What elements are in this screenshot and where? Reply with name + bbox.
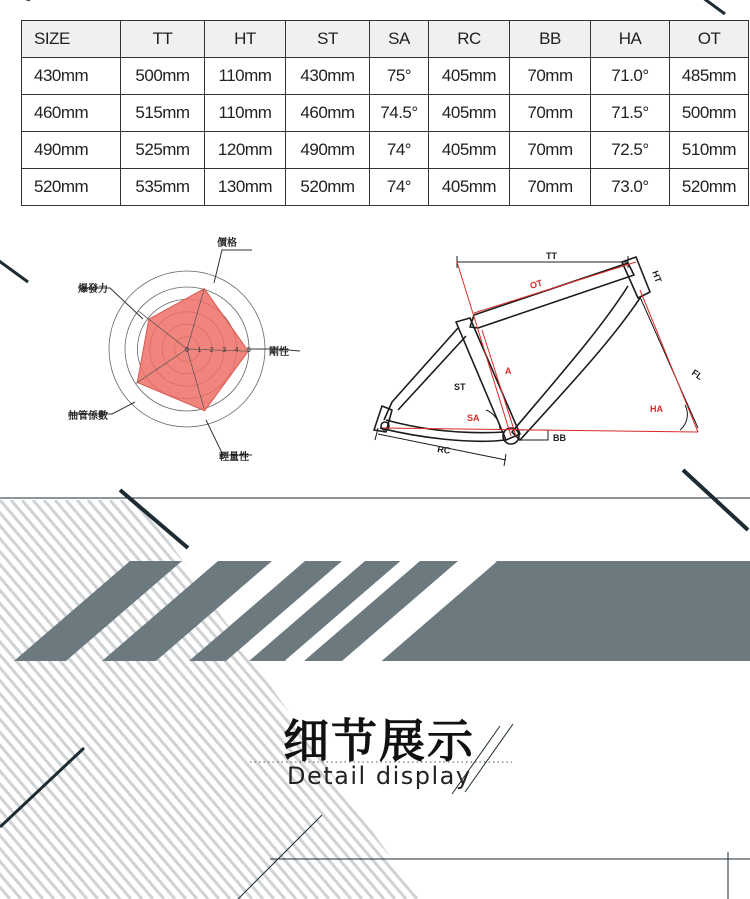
stripe xyxy=(517,500,750,899)
table-cell: 405mm xyxy=(429,58,510,95)
table-cell: 430mm xyxy=(22,58,121,95)
table-cell: 490mm xyxy=(286,132,370,169)
stripe xyxy=(286,500,626,899)
stripe xyxy=(506,500,750,899)
table-cell: 510mm xyxy=(670,132,749,169)
table-cell: 485mm xyxy=(670,58,749,95)
stripe xyxy=(440,500,750,899)
gray-band xyxy=(14,561,750,661)
table-cell: 525mm xyxy=(121,132,205,169)
table-cell: 535mm xyxy=(121,169,205,206)
stripe xyxy=(616,500,750,899)
label-bb: BB xyxy=(553,433,566,443)
stripe xyxy=(0,500,153,899)
stripe xyxy=(198,500,538,899)
label-a: A xyxy=(505,366,512,376)
table-cell: 120mm xyxy=(205,132,286,169)
stripe xyxy=(638,500,750,899)
table-cell: 73.0° xyxy=(591,169,670,206)
stripe xyxy=(605,500,750,899)
stripe xyxy=(330,500,670,899)
stripe xyxy=(495,500,750,899)
table-cell: 520mm xyxy=(670,169,749,206)
label-rc: RC xyxy=(436,444,451,456)
stripe xyxy=(231,500,571,899)
radar-label-price: 價格 xyxy=(217,238,237,249)
label-sa: SA xyxy=(467,413,480,423)
table-cell: 70mm xyxy=(510,95,591,132)
stripe xyxy=(561,500,750,899)
stripe xyxy=(99,500,439,899)
stripe xyxy=(297,500,637,899)
table-header-cell: SA xyxy=(370,21,429,58)
stripe xyxy=(308,500,648,899)
radar-label-light: 輕量性 xyxy=(219,452,249,463)
stripe xyxy=(22,500,362,899)
table-cell: 71.5° xyxy=(591,95,670,132)
stripe xyxy=(528,500,750,899)
table-cell: 500mm xyxy=(670,95,749,132)
table-cell: 405mm xyxy=(429,169,510,206)
radar-tick-label: 2 xyxy=(209,347,214,354)
table-cell: 74.5° xyxy=(370,95,429,132)
table-cell: 520mm xyxy=(22,169,121,206)
stripe xyxy=(594,500,750,899)
table-cell: 520mm xyxy=(286,169,370,206)
label-tt: TT xyxy=(546,251,557,261)
section-title-en: Detail display xyxy=(287,762,472,790)
label-st: ST xyxy=(454,382,466,392)
label-ht: HT xyxy=(650,269,664,284)
table-cell: 70mm xyxy=(510,169,591,206)
stripe xyxy=(550,500,750,899)
table-header-cell: HA xyxy=(591,21,670,58)
stripe xyxy=(176,500,516,899)
stripe xyxy=(341,500,681,899)
stripe xyxy=(583,500,750,899)
stripe xyxy=(55,500,395,899)
stripe xyxy=(187,500,527,899)
table-header-cell: ST xyxy=(286,21,370,58)
stripe xyxy=(627,500,750,899)
stripe xyxy=(0,500,65,899)
stripe xyxy=(44,500,384,899)
table-cell: 405mm xyxy=(429,95,510,132)
table-cell: 460mm xyxy=(286,95,370,132)
stripe xyxy=(0,500,219,899)
stripe xyxy=(451,500,750,899)
table-cell: 130mm xyxy=(205,169,286,206)
stripe xyxy=(110,500,450,899)
section-title-cn: 细节展示 xyxy=(283,714,475,768)
table-cell: 72.5° xyxy=(591,132,670,169)
table-cell: 460mm xyxy=(22,95,121,132)
stripe xyxy=(352,500,692,899)
table-cell: 515mm xyxy=(121,95,205,132)
stripe xyxy=(154,500,494,899)
stripe xyxy=(429,500,750,899)
stripe xyxy=(319,500,659,899)
stripe xyxy=(363,500,703,899)
stripe xyxy=(253,500,593,899)
stripe xyxy=(33,500,373,899)
table-cell: 405mm xyxy=(429,132,510,169)
stripe xyxy=(132,500,472,899)
stripe xyxy=(0,500,340,899)
stripe xyxy=(88,500,428,899)
stripe xyxy=(572,500,750,899)
table-header-cell: RC xyxy=(429,21,510,58)
table-header-cell: HT xyxy=(205,21,286,58)
stripe xyxy=(418,500,750,899)
radar-tick-label: 0 xyxy=(185,347,189,354)
radar-tick-label: 1 xyxy=(197,347,202,354)
table-cell: 70mm xyxy=(510,58,591,95)
stripe xyxy=(385,500,725,899)
stripe xyxy=(396,500,736,899)
table-cell: 75° xyxy=(370,58,429,95)
label-ha: HA xyxy=(650,404,663,414)
table-cell: 74° xyxy=(370,169,429,206)
stripe xyxy=(77,500,417,899)
stripe xyxy=(143,500,483,899)
radar-label-rigidity: 剛性 xyxy=(269,347,289,358)
table-header-cell: TT xyxy=(121,21,205,58)
table-cell: 110mm xyxy=(205,95,286,132)
table-cell: 71.0° xyxy=(591,58,670,95)
stripe xyxy=(66,500,406,899)
stripe xyxy=(242,500,582,899)
stripe xyxy=(484,500,750,899)
stripe xyxy=(264,500,604,899)
diagonal-stripes xyxy=(0,500,750,899)
table-cell: 110mm xyxy=(205,58,286,95)
table-cell: 490mm xyxy=(22,132,121,169)
radar-tick-label: 3 xyxy=(222,347,227,354)
label-fl: FL xyxy=(689,367,705,382)
radar-tick-label: 4 xyxy=(234,347,239,354)
stripe xyxy=(0,500,285,899)
table-cell: 500mm xyxy=(121,58,205,95)
stripe xyxy=(473,500,750,899)
radar-tick-label: 5 xyxy=(247,347,251,354)
table-header-cell: BB xyxy=(510,21,591,58)
stripe xyxy=(539,500,750,899)
table-cell: 74° xyxy=(370,132,429,169)
stripe xyxy=(374,500,714,899)
stripe xyxy=(462,500,750,899)
table-header-cell: SIZE xyxy=(22,21,121,58)
stripe xyxy=(220,500,560,899)
stripe xyxy=(275,500,615,899)
table-header-cell: OT xyxy=(670,21,749,58)
label-ot: OT xyxy=(528,277,544,291)
stripe xyxy=(209,500,549,899)
stripe xyxy=(649,500,750,899)
table-cell: 430mm xyxy=(286,58,370,95)
table-cell: 70mm xyxy=(510,132,591,169)
radar-label-tube: 抽管係數 xyxy=(68,411,108,422)
stripe xyxy=(121,500,461,899)
radar-label-burst: 爆發力 xyxy=(78,284,108,295)
stripe xyxy=(11,500,351,899)
stripe xyxy=(407,500,747,899)
stripe xyxy=(165,500,505,899)
